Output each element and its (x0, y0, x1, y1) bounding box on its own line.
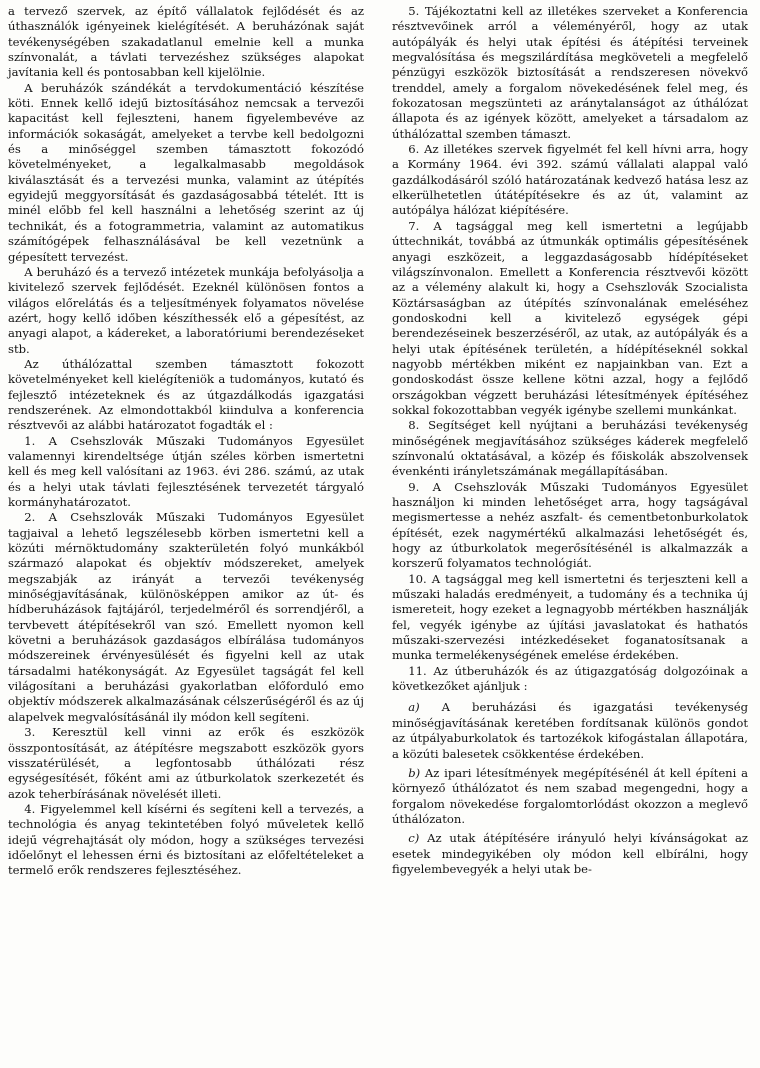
paragraph: 8. Segítséget kell nyújtani a beruházási tevékenység minőségének megjavításához szükséges káderek megfelelő színvonalú oktatásával, a közép és főiskolák abszolvensek évenkénti irányletszámának megállapításában. (392, 418, 748, 479)
sub-item (392, 766, 748, 827)
right-column (392, 4, 748, 877)
paragraph: 2. A Csehszlovák Műszaki Tudományos Egyesület tagjaival a lehető legszélesebb körben ismertetni kell a közúti mérnöktudomány szakterületén folyó munkákból származó alapokat és objektív módszereket, amelyek megszabják az irányát a tervezői tevékenység minőségjavításának, különösképpen amikor az út- és hídberuházások fajtájáról, terjedelméről és sorrendjéről, a tervbevett átépítésekről van szó. Emellett nyomon kell követni a beruházások gazdaságos elbírálása tudományos módszereinek érvényesülését és figyelni kell az utak társadalmi hatékonyságát. Az Egyesület tagságát fel kell világosítani a beruházási gyakorlatban előforduló emo objektív módszerek alkalmazásának célszerűségéről és az új alapelvek megvalósításánál ily módon kell segíteni. (8, 510, 364, 724)
sub-item-label: a) (408, 700, 420, 715)
sub-item-text: Az ipari létesítmények megépítésénél át kell építeni a környező úthálózatot és nem szabad megengedni, hogy a forgalom növekedése forgalomtorlódást okozzon a meglevő úthálózaton. (392, 765, 748, 826)
sub-item-text: Az utak átépítésére irányuló helyi kívánságokat az esetek mindegyikében oly módon kell elbírálni, hogy figyelembevegyék a helyi utak be- (392, 831, 748, 876)
paragraph: 9. A Csehszlovák Műszaki Tudományos Egyesület használjon ki minden lehetőséget arra, hogy tagságával megismertesse a nehéz aszfalt- és cementbetonburkolatok építését, ezek nagymértékű alkalmazási lehetőségét és, hogy az útburkolatok megerősítésénél is alkalmazzák a korszerű folyamatos technológiát. (392, 479, 748, 571)
paragraph: 11. Az útberuházók és az útigazgatóság dolgozóinak a következőket ajánljuk : (392, 663, 748, 694)
paragraph: 1. A Csehszlovák Műszaki Tudományos Egyesület valamennyi kirendeltsége útján széles körben ismertetni kell és meg kell valósítani az 1963. évi 286. számú, az utak és a helyi utak távlati fejlesztésének tervezetét tárgyaló kormányhatározatot. (8, 433, 364, 509)
paragraph: 5. Tájékoztatni kell az illetékes szerveket a Konferencia résztvevőinek arról a véleményéről, hogy az utak autópályák és helyi utak építési és átépítési terveinek megvalósítása és megszilárdítása megköveteli a megfelelő pénzügyi eszközök biztosítását a rendszeresen növekvő trenddel, amely a forgalom növekedésének felel meg, és fokozatosan megszünteti az aránytalanságot az úthálózat állapota és az igények között, amelyeket a társadalom az úthálózattal szemben támaszt. (392, 4, 748, 141)
sub-item-label: c) (408, 831, 420, 846)
paragraph: 6. Az illetékes szervek figyelmét fel kell hívni arra, hogy a Kormány 1964. évi 392. számú vállalati alappal való gazdálkodásáról szóló határozatának kedvező hatása lesz az elkerülhetetlen útátépítésekre és az út, valamint az autópálya hálózat kiépítésére. (392, 142, 748, 218)
paragraph: 3. Keresztül kell vinni az erők és eszközök összpontosítását, az átépítésre megszabott eszközök gyors visszatérülését, a legfontosabb úthálózati rész egységesítését, főként ami az útburkolatok szerkezetét és azok teherbírásának növelését illeti. (8, 725, 364, 801)
sub-item-label: b) (408, 765, 421, 780)
paragraph: A beruházók szándékát a tervdokumentáció készítése köti. Ennek kellő idejű biztosításához nemcsak a tervezői kapacitást kell fejleszteni, hanem figyelembevéve az információk sokaságát, amelyeket a tervbe kell bedolgozni és a minőséggel szemben támasztott fokozódó követelményeket, a legalkalmasabb megoldások kiválasztását és a tervezési munka, valamint az útépítés egyidejű meggyorsítását és gazdaságosabbá tételét. Itt is minél előbb fel kell használni a lehetőség szerint az új technikát, és a fotogrammetria, valamint az automatikus számítógépek felhasználásával be kell vezetnünk a gépesített tervezést. (8, 80, 364, 264)
sub-item (392, 831, 748, 877)
paragraph: 7. A tagsággal meg kell ismertetni a legújabb úttechnikát, továbbá az útmunkák optimális gépesítésének anyagi eszközeit, a leggazdaságosabb hídépítéseket világszínvonalon. Emellett a Konferencia résztvevői között az a vélemény alakult ki, hogy a Csehszlovák Szocialista Köztársaságban az útépítés színvonalának emeléséhez gondoskodni kell a kivitelező egységek gépi berendezéseinek beszerzéséről, az utak, az autópályák és a helyi utak építésének területén, a hídépítéseknél sokkal nagyobb mértékben miként ez napjainkban van. Ezt a gondoskodást össze kellene kötni azzal, hogy a fejlődő országokban végzett beruházási létesítmények építéséhez sokkal fokozottabban vegyék igénybe szellemi munkánkat. (392, 218, 748, 417)
sub-item (392, 700, 748, 761)
paragraph: a tervező szervek, az építő vállalatok fejlődését és az úthasználók igényeinek kielégítését. A beruházónak saját tevékenységében szakadatlanul emelnie kell a munka színvonalát, a távlati tervezéshez szükséges alapokat javítania kell és pontosabban kell kijelölnie. (8, 4, 364, 80)
paragraph: A beruházó és a tervező intézetek munkája befolyásolja a kivitelező szervek fejlődését. Ezeknél különösen fontos a világos előrelátás és a teljesítmények folyamatos növelése azért, hogy kellő időben készíthessék elő a gépesítést, az anyagi alapot, a kádereket, a laboratóriumi berendezéseket stb. (8, 264, 364, 356)
paragraph: 4. Figyelemmel kell kísérni és segíteni kell a tervezés, a technológia és anyag tekintetében folyó műveletek kellő idejű végrehajtását oly módon, hogy a szükséges tervezési időelőnyt el lehessen érni és biztosítani az előfeltételeket a termelő erők rendszeres fejlesztéséhez. (8, 801, 364, 878)
sub-item-text: A beruházási és igazgatási tevékenység minőségjavításának keretében fordítsanak különös gondot az útpályaburkolatok és tartozékok kifogástalan állapotára, a közúti balesetek csökkentése érdekében. (392, 700, 748, 761)
paragraph: Az úthálózattal szemben támasztott fokozott követelményeket kell kielégíteniök a tudományos, kutató és fejlesztő intézeteknek és az útgazdálkodás igazgatási rendszerének. Az elmondottakból kiindulva a konferencia résztvevői az alábbi határozatot fogadták el : (8, 356, 364, 433)
left-column (8, 4, 364, 879)
paragraph: 10. A tagsággal meg kell ismertetni és terjeszteni kell a műszaki haladás eredményeit, a tudomány és a technika új ismereteit, hogy ezeket a legnagyobb mértékben használják fel, vegyék igénybe az újítási javaslatokat és hathatós műszaki-szervezési intézkedéseket foganatosítsanak a munka termelékenységének emelése érdekében. (392, 571, 748, 663)
